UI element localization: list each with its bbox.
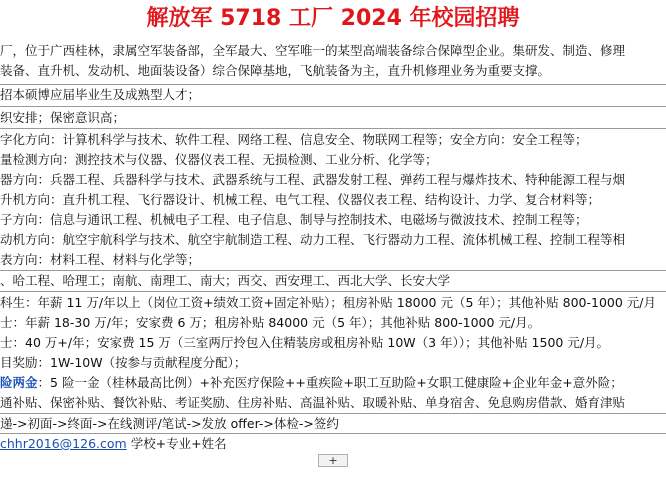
row-divider — [0, 291, 666, 292]
add-sheet-button[interactable]: + — [318, 454, 348, 467]
salary-line-1: 科生：年薪 11 万/年以上（岗位工资+绩效工资+固定补贴）；租房补贴 18000 元（5 年）；其他补贴 800-1000 元/月 — [0, 295, 656, 310]
insurance-line — [0, 374, 666, 392]
salary-line-3: 士：40 万+/年；安家费 15 万（三室两厅拎包入住精装房或租房补贴 10W（3 年））；其他补贴 1500 元/月。 — [0, 335, 610, 350]
intro-line-2: 装备、直升机、发动机、地面装设备）综合保障基地，飞航装备为主，直升机修理业务为重要支撑。 — [0, 63, 551, 78]
schools-line: 、哈工程、哈理工；南航、南理工、南大；西交、西安理工、西北大学、长安大学 — [0, 273, 451, 288]
row-divider — [0, 413, 666, 414]
row-divider — [0, 106, 666, 107]
insurance-text: ：5 险一金（桂林最高比例）+补充医疗保险++重疾险+职工互助险+女职工健康险+企业年金+意外险； — [37, 375, 623, 390]
major-line-3: 器方向：兵器工程、兵器科学与技术、武器系统与工程、武器发射工程、弹药工程与爆炸技术、特种能源工程与烟 — [0, 172, 626, 187]
salary-line-4: 目奖励：1W-10W（按参与贡献程度分配）； — [0, 355, 247, 370]
major-line-2: 量检测方向：测控技术与仪器、仪器仪表工程、无损检测、工业分析、化学等； — [0, 152, 438, 167]
salary-line-2: 士：年薪 18-30 万/年；安家费 6 万；租房补贴 84000 元（5 年）；其他补贴 800-1000 元/月。 — [0, 315, 541, 330]
major-line-4: 升机方向：直升机工程、飞行器设计、机械工程、电气工程、仪器仪表工程、结构设计、力学、复合材料等； — [0, 192, 601, 207]
page-title: 解放军 5718 工厂 2024 年校园招聘 — [146, 6, 520, 31]
row-divider — [0, 84, 666, 85]
major-line-5: 子方向：信息与通讯工程、机械电子工程、电子信息、制导与控制技术、电磁场与微波技术、控制工程等； — [0, 212, 588, 227]
row-divider — [0, 128, 666, 129]
contact-line — [0, 435, 666, 453]
benefits-line: 通补贴、保密补贴、餐饮补贴、考证奖励、住房补贴、高温补贴、取暖补贴、单身宿舍、免息购房借款、婚育津贴 — [0, 395, 626, 410]
bottom-blank-area — [0, 467, 666, 500]
contact-note: 学校+专业+姓名 — [130, 436, 227, 451]
major-line-1: 字化方向：计算机科学与技术、软件工程、网络工程、信息安全、物联网工程等；安全方向：安全工程等； — [0, 132, 588, 147]
insurance-label: 险两金 — [0, 375, 38, 390]
policy-line: 织安排；保密意识高； — [0, 110, 126, 125]
process-line: 递->初面->终面->在线测评/笔试->发放 offer->体检->签约 — [0, 416, 339, 431]
target-line: 招本硕博应届毕业生及成熟型人才； — [0, 87, 201, 102]
contact-email-link[interactable]: chhr2016@126.com — [0, 436, 127, 451]
major-line-7: 表方向：材料工程、材料与化学等； — [0, 252, 201, 267]
row-divider — [0, 433, 666, 434]
row-divider — [0, 270, 666, 271]
intro-line-1: 厂，位于广西桂林，隶属空军装备部，全军最大、空军唯一的某型高端装备综合保障型企业。集研发、制造、修理 — [0, 43, 626, 58]
major-line-6: 动机方向：航空宇航科学与技术、航空宇航制造工程、动力工程、飞行器动力工程、流体机械工程、控制工程等相 — [0, 232, 626, 247]
